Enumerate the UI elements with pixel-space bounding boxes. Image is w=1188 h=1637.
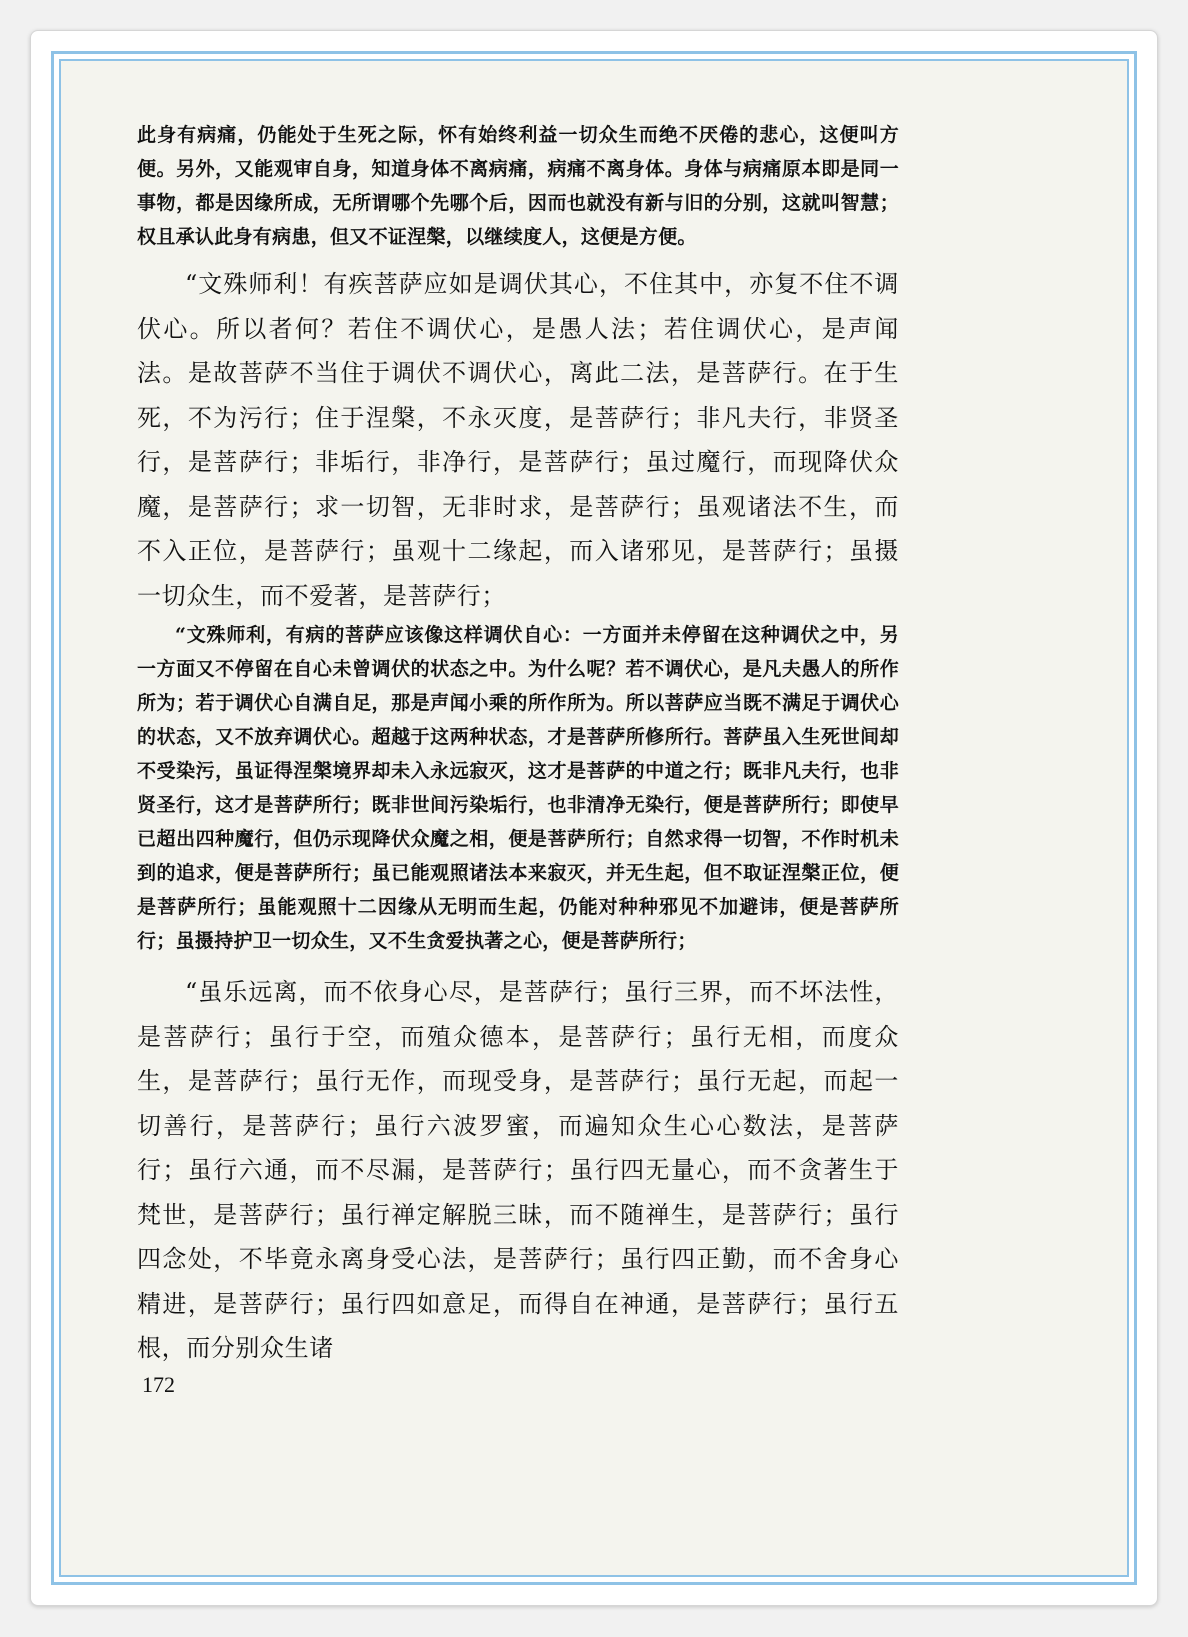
translation-paragraph-1: 此身有病痛，仍能处于生死之际，怀有始终利益一切众生而绝不厌倦的悲心，这便叫方便。另外，又能观审自身，知道身体不离病痛，病痛不离身体。身体与病痛原本即是同一事物，都是因缘所成，无所谓哪个先哪个后，因而也就没有新与旧的分别，这就叫智慧；权且承认此身有病患，但又不证涅槃，以继续度人，这便是方便。 xyxy=(137,124,899,248)
sutra-paragraph-1: “文殊师利！有疾菩萨应如是调伏其心，不住其中，亦复不住不调伏心。所以者何？若住不调伏心，是愚人法；若住调伏心，是声闻法。是故菩萨不当住于调伏不调伏心，离此二法，是菩萨行。在于生死，不为污行；住于涅槃，不永灭度，是菩萨行；非凡夫行，非贤圣行，是菩萨行；非垢行，非净行，是菩萨行；虽过魔行，而现降伏众魔，是菩萨行；求一切智，无非时求，是菩萨行；虽观诸法不生，而不入正位，是菩萨行；虽观十二缘起，而入诸邪见，是菩萨行；虽摄一切众生，而不爱著，是菩萨行； xyxy=(137,270,899,610)
translation-paragraph-2: “文殊师利，有病的菩萨应该像这样调伏自心：一方面并未停留在这种调伏之中，另一方面又不停留在自心未曾调伏的状态之中。为什么呢？若不调伏心，是凡夫愚人的所作所为；若于调伏心自满自足，那是声闻小乘的所作所为。所以菩萨应当既不满足于调伏心的状态，又不放弃调伏心。超越于这两种状态，才是菩萨所修所行。菩萨虽入生死世间却不受染污，虽证得涅槃境界却未入永远寂灭，这才是菩萨的中道之行；既非凡夫行，也非贤圣行，这才是菩萨所行；既非世间污染垢行，也非清净无染行，便是菩萨所行；即使早已超出四种魔行，但仍示现降伏众魔之相，便是菩萨所行；自然求得一切智，不作时机未到的追求，便是菩萨所行；虽已能观照诸法本来寂灭，并无生起，但不取证涅槃正位，便是菩萨所行；虽能观照十二因缘从无明而生起，仍能对种种邪见不加避讳，便是菩萨所行；虽摄持护卫一切众生，又不生贪爱执著之心，便是菩萨所行； xyxy=(137,624,899,952)
page-body xyxy=(137,118,899,1371)
page-number: 172 xyxy=(142,1372,175,1397)
sutra-paragraph-2: “虽乐远离，而不依身心尽，是菩萨行；虽行三界，而不坏法性，是菩萨行；虽行于空，而殖众德本，是菩萨行；虽行无相，而度众生，是菩萨行；虽行无作，而现受身，是菩萨行；虽行无起，而起一切善行，是菩萨行；虽行六波罗蜜，而遍知众生心心数法，是菩萨行；虽行六通，而不尽漏，是菩萨行；虽行四无量心，而不贪著生于梵世，是菩萨行；虽行禅定解脱三昧，而不随禅生，是菩萨行；虽行四念处，不毕竟永离身受心法，是菩萨行；虽行四正勤，而不舍身心精进，是菩萨行；虽行四如意足，而得自在神通，是菩萨行；虽行五根，而分别众生诸 xyxy=(137,978,899,1362)
